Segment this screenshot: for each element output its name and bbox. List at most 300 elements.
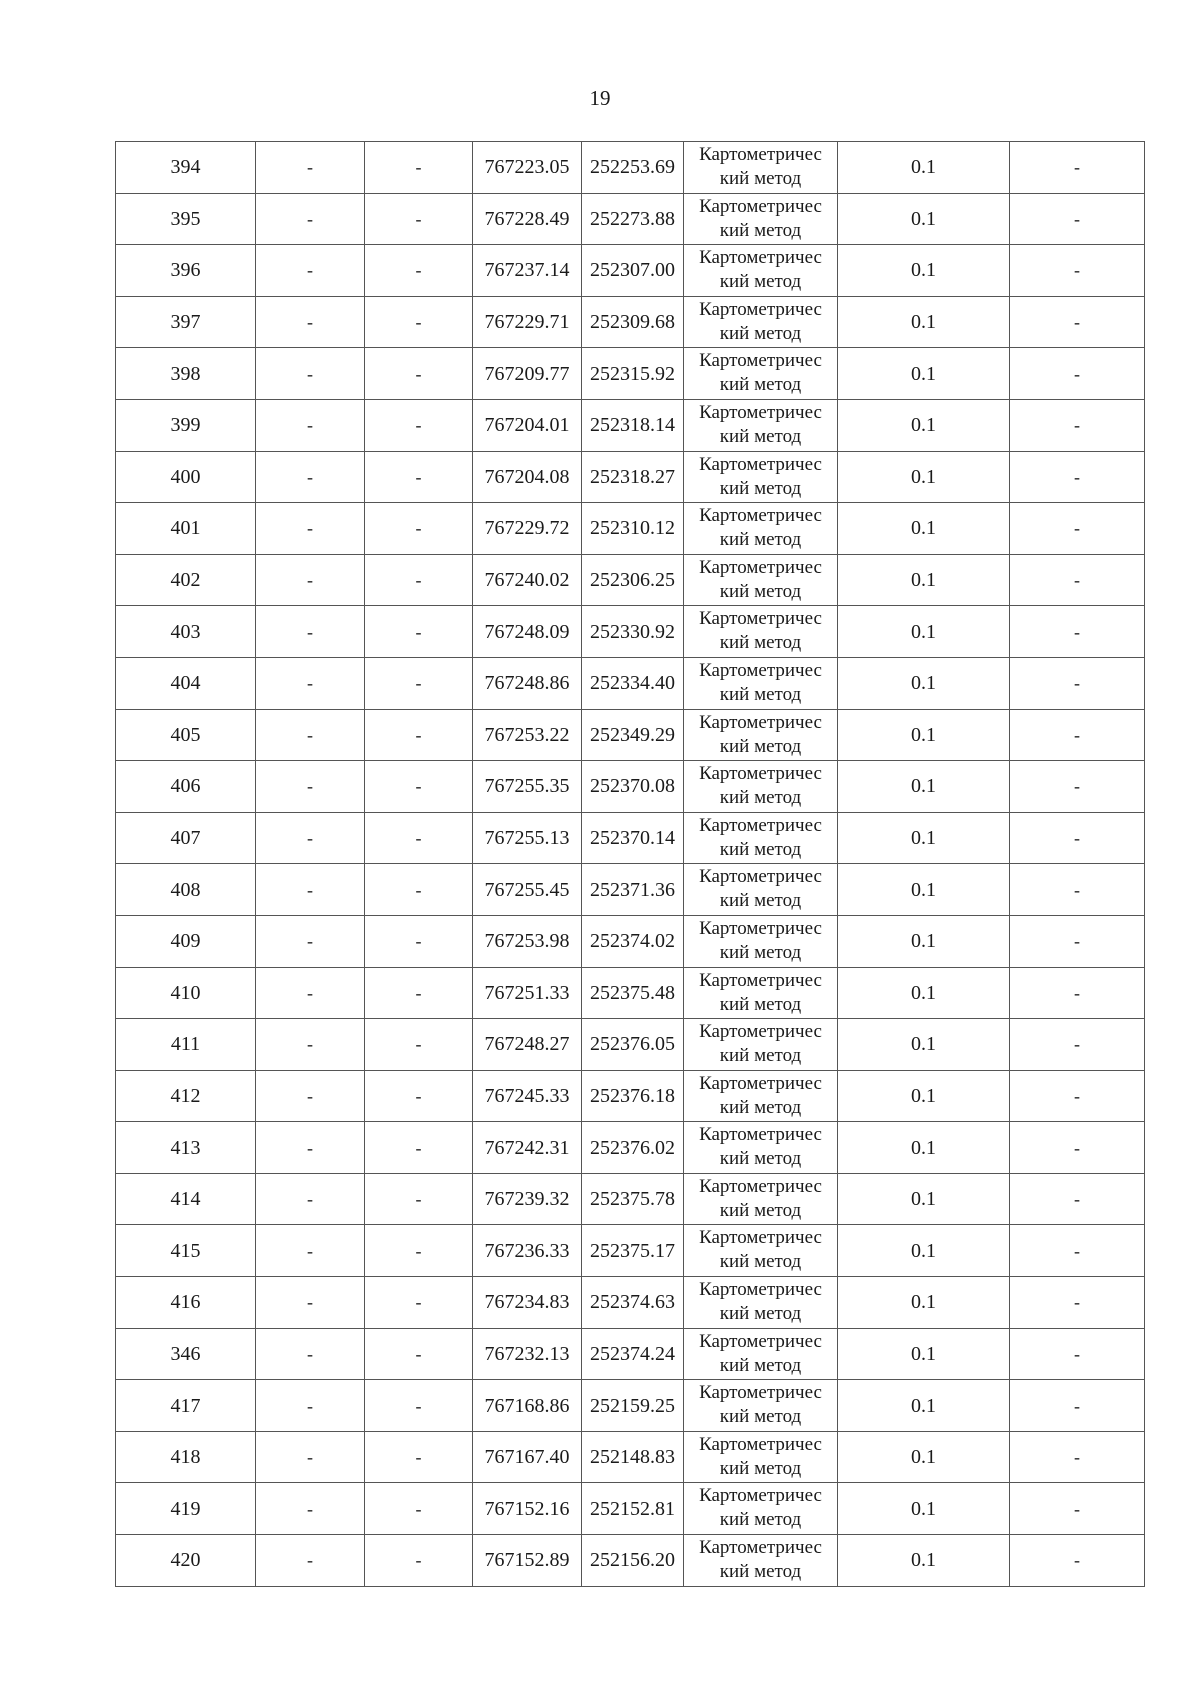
empty-dash-cell: - — [1010, 1019, 1145, 1071]
method-line-1: Картометричес — [699, 1072, 822, 1094]
point-number-cell: 420 — [116, 1535, 256, 1587]
empty-dash-cell: - — [365, 1277, 473, 1329]
table-row — [116, 1173, 1145, 1225]
accuracy-cell: 0.1 — [838, 1122, 1010, 1174]
accuracy-cell: 0.1 — [838, 1277, 1010, 1329]
empty-dash-cell: - — [256, 967, 365, 1019]
x-coordinate-cell: 767204.01 — [473, 399, 582, 451]
empty-dash-cell: - — [1010, 1173, 1145, 1225]
method-line-1: Картометричес — [699, 350, 822, 372]
method-cell — [684, 193, 838, 245]
y-coordinate-cell: 252156.20 — [582, 1535, 684, 1587]
empty-dash-cell: - — [1010, 915, 1145, 967]
point-number-cell: 398 — [116, 348, 256, 400]
empty-dash-cell: - — [1010, 864, 1145, 916]
accuracy-cell: 0.1 — [838, 967, 1010, 1019]
accuracy-cell: 0.1 — [838, 709, 1010, 761]
table-body — [116, 142, 1145, 1587]
method-line-2: кий метод — [719, 941, 802, 963]
accuracy-cell: 0.1 — [838, 193, 1010, 245]
table-row — [116, 451, 1145, 503]
y-coordinate-cell: 252318.14 — [582, 399, 684, 451]
table-row — [116, 554, 1145, 606]
table-row — [116, 348, 1145, 400]
x-coordinate-cell: 767232.13 — [473, 1328, 582, 1380]
empty-dash-cell: - — [1010, 142, 1145, 194]
method-line-1: Картометричес — [699, 969, 822, 991]
method-line-2: кий метод — [719, 271, 802, 293]
point-number-cell: 397 — [116, 296, 256, 348]
accuracy-cell: 0.1 — [838, 1328, 1010, 1380]
method-cell — [684, 296, 838, 348]
x-coordinate-cell: 767229.72 — [473, 503, 582, 555]
empty-dash-cell: - — [365, 1122, 473, 1174]
accuracy-cell: 0.1 — [838, 1225, 1010, 1277]
method-line-2: кий метод — [719, 477, 802, 499]
table-row — [116, 915, 1145, 967]
empty-dash-cell: - — [1010, 554, 1145, 606]
x-coordinate-cell: 767248.09 — [473, 606, 582, 658]
empty-dash-cell: - — [256, 1328, 365, 1380]
x-coordinate-cell: 767234.83 — [473, 1277, 582, 1329]
y-coordinate-cell: 252376.02 — [582, 1122, 684, 1174]
empty-dash-cell: - — [365, 399, 473, 451]
method-cell — [684, 554, 838, 606]
x-coordinate-cell: 767168.86 — [473, 1380, 582, 1432]
table-row — [116, 399, 1145, 451]
method-cell — [684, 399, 838, 451]
method-cell — [684, 142, 838, 194]
method-line-2: кий метод — [719, 632, 802, 654]
method-line-1: Картометричес — [699, 866, 822, 888]
x-coordinate-cell: 767209.77 — [473, 348, 582, 400]
y-coordinate-cell: 252148.83 — [582, 1431, 684, 1483]
method-line-2: кий метод — [719, 683, 802, 705]
y-coordinate-cell: 252370.14 — [582, 812, 684, 864]
empty-dash-cell: - — [256, 709, 365, 761]
empty-dash-cell: - — [365, 915, 473, 967]
empty-dash-cell: - — [365, 1380, 473, 1432]
y-coordinate-cell: 252376.18 — [582, 1070, 684, 1122]
x-coordinate-cell: 767253.22 — [473, 709, 582, 761]
point-number-cell: 346 — [116, 1328, 256, 1380]
point-number-cell: 405 — [116, 709, 256, 761]
accuracy-cell: 0.1 — [838, 554, 1010, 606]
point-number-cell: 394 — [116, 142, 256, 194]
accuracy-cell: 0.1 — [838, 451, 1010, 503]
method-line-2: кий метод — [719, 1457, 802, 1479]
method-line-1: Картометричес — [699, 814, 822, 836]
x-coordinate-cell: 767251.33 — [473, 967, 582, 1019]
y-coordinate-cell: 252374.63 — [582, 1277, 684, 1329]
method-line-2: кий метод — [719, 1096, 802, 1118]
method-line-1: Картометричес — [699, 1227, 822, 1249]
table-row — [116, 709, 1145, 761]
point-number-cell: 418 — [116, 1431, 256, 1483]
x-coordinate-cell: 767237.14 — [473, 245, 582, 297]
empty-dash-cell: - — [1010, 1431, 1145, 1483]
empty-dash-cell: - — [1010, 399, 1145, 451]
method-cell — [684, 812, 838, 864]
x-coordinate-cell: 767248.86 — [473, 657, 582, 709]
method-line-1: Картометричес — [699, 195, 822, 217]
empty-dash-cell: - — [365, 142, 473, 194]
empty-dash-cell: - — [1010, 761, 1145, 813]
y-coordinate-cell: 252334.40 — [582, 657, 684, 709]
empty-dash-cell: - — [365, 1019, 473, 1071]
point-number-cell: 416 — [116, 1277, 256, 1329]
table-row — [116, 1070, 1145, 1122]
method-line-1: Картометричес — [699, 505, 822, 527]
empty-dash-cell: - — [365, 1173, 473, 1225]
table-row — [116, 1122, 1145, 1174]
empty-dash-cell: - — [256, 915, 365, 967]
accuracy-cell: 0.1 — [838, 606, 1010, 658]
accuracy-cell: 0.1 — [838, 657, 1010, 709]
method-line-1: Картометричес — [699, 659, 822, 681]
empty-dash-cell: - — [365, 1535, 473, 1587]
method-line-2: кий метод — [719, 1303, 802, 1325]
method-line-1: Картометричес — [699, 608, 822, 630]
empty-dash-cell: - — [1010, 1277, 1145, 1329]
table-row — [116, 657, 1145, 709]
x-coordinate-cell: 767204.08 — [473, 451, 582, 503]
point-number-cell: 408 — [116, 864, 256, 916]
y-coordinate-cell: 252376.05 — [582, 1019, 684, 1071]
table-row — [116, 1535, 1145, 1587]
point-number-cell: 399 — [116, 399, 256, 451]
point-number-cell: 395 — [116, 193, 256, 245]
empty-dash-cell: - — [256, 1070, 365, 1122]
empty-dash-cell: - — [1010, 1483, 1145, 1535]
method-line-2: кий метод — [719, 1561, 802, 1583]
empty-dash-cell: - — [365, 554, 473, 606]
empty-dash-cell: - — [365, 1070, 473, 1122]
empty-dash-cell: - — [256, 1380, 365, 1432]
y-coordinate-cell: 252374.24 — [582, 1328, 684, 1380]
method-line-2: кий метод — [719, 787, 802, 809]
method-line-2: кий метод — [719, 1045, 802, 1067]
table-row — [116, 812, 1145, 864]
empty-dash-cell: - — [256, 1535, 365, 1587]
method-line-1: Картометричес — [699, 298, 822, 320]
empty-dash-cell: - — [365, 193, 473, 245]
method-line-1: Картометричес — [699, 1537, 822, 1559]
y-coordinate-cell: 252310.12 — [582, 503, 684, 555]
empty-dash-cell: - — [256, 1173, 365, 1225]
method-line-1: Картометричес — [699, 917, 822, 939]
method-line-2: кий метод — [719, 890, 802, 912]
method-line-2: кий метод — [719, 1354, 802, 1376]
accuracy-cell: 0.1 — [838, 296, 1010, 348]
y-coordinate-cell: 252152.81 — [582, 1483, 684, 1535]
x-coordinate-cell: 767228.49 — [473, 193, 582, 245]
point-number-cell: 410 — [116, 967, 256, 1019]
empty-dash-cell: - — [365, 709, 473, 761]
empty-dash-cell: - — [1010, 1328, 1145, 1380]
accuracy-cell: 0.1 — [838, 864, 1010, 916]
method-line-2: кий метод — [719, 1251, 802, 1273]
method-line-2: кий метод — [719, 580, 802, 602]
accuracy-cell: 0.1 — [838, 245, 1010, 297]
method-cell — [684, 245, 838, 297]
point-number-cell: 402 — [116, 554, 256, 606]
empty-dash-cell: - — [256, 554, 365, 606]
empty-dash-cell: - — [365, 1431, 473, 1483]
x-coordinate-cell: 767255.45 — [473, 864, 582, 916]
accuracy-cell: 0.1 — [838, 142, 1010, 194]
table-row — [116, 245, 1145, 297]
empty-dash-cell: - — [1010, 296, 1145, 348]
y-coordinate-cell: 252273.88 — [582, 193, 684, 245]
method-line-2: кий метод — [719, 1509, 802, 1531]
empty-dash-cell: - — [365, 967, 473, 1019]
point-number-cell: 404 — [116, 657, 256, 709]
method-cell — [684, 1431, 838, 1483]
accuracy-cell: 0.1 — [838, 503, 1010, 555]
empty-dash-cell: - — [365, 657, 473, 709]
x-coordinate-cell: 767253.98 — [473, 915, 582, 967]
method-cell — [684, 503, 838, 555]
point-number-cell: 409 — [116, 915, 256, 967]
method-line-2: кий метод — [719, 993, 802, 1015]
table-row — [116, 967, 1145, 1019]
method-cell — [684, 1535, 838, 1587]
x-coordinate-cell: 767242.31 — [473, 1122, 582, 1174]
point-number-cell: 412 — [116, 1070, 256, 1122]
method-line-1: Картометричес — [699, 711, 822, 733]
empty-dash-cell: - — [1010, 606, 1145, 658]
point-number-cell: 407 — [116, 812, 256, 864]
method-line-1: Картометричес — [699, 401, 822, 423]
empty-dash-cell: - — [256, 1277, 365, 1329]
empty-dash-cell: - — [256, 399, 365, 451]
empty-dash-cell: - — [1010, 1225, 1145, 1277]
x-coordinate-cell: 767229.71 — [473, 296, 582, 348]
method-cell — [684, 864, 838, 916]
method-line-2: кий метод — [719, 322, 802, 344]
accuracy-cell: 0.1 — [838, 1019, 1010, 1071]
accuracy-cell: 0.1 — [838, 1535, 1010, 1587]
page-number: 19 — [589, 86, 611, 110]
point-number-cell: 411 — [116, 1019, 256, 1071]
empty-dash-cell: - — [365, 348, 473, 400]
y-coordinate-cell: 252330.92 — [582, 606, 684, 658]
y-coordinate-cell: 252374.02 — [582, 915, 684, 967]
table-row — [116, 864, 1145, 916]
point-number-cell: 401 — [116, 503, 256, 555]
empty-dash-cell: - — [256, 451, 365, 503]
empty-dash-cell: - — [256, 864, 365, 916]
table-row — [116, 606, 1145, 658]
empty-dash-cell: - — [365, 296, 473, 348]
method-line-1: Картометричес — [699, 1382, 822, 1404]
point-number-cell: 414 — [116, 1173, 256, 1225]
empty-dash-cell: - — [256, 142, 365, 194]
table-row — [116, 761, 1145, 813]
method-cell — [684, 967, 838, 1019]
y-coordinate-cell: 252375.17 — [582, 1225, 684, 1277]
empty-dash-cell: - — [256, 503, 365, 555]
method-cell — [684, 1328, 838, 1380]
method-cell — [684, 1225, 838, 1277]
x-coordinate-cell: 767152.89 — [473, 1535, 582, 1587]
y-coordinate-cell: 252370.08 — [582, 761, 684, 813]
method-line-1: Картометричес — [699, 556, 822, 578]
method-line-2: кий метод — [719, 1148, 802, 1170]
accuracy-cell: 0.1 — [838, 1070, 1010, 1122]
empty-dash-cell: - — [365, 1328, 473, 1380]
x-coordinate-cell: 767239.32 — [473, 1173, 582, 1225]
method-cell — [684, 606, 838, 658]
method-line-1: Картометричес — [699, 1175, 822, 1197]
x-coordinate-cell: 767236.33 — [473, 1225, 582, 1277]
empty-dash-cell: - — [1010, 1380, 1145, 1432]
point-number-cell: 419 — [116, 1483, 256, 1535]
point-number-cell: 415 — [116, 1225, 256, 1277]
empty-dash-cell: - — [1010, 1070, 1145, 1122]
y-coordinate-cell: 252253.69 — [582, 142, 684, 194]
empty-dash-cell: - — [365, 864, 473, 916]
x-coordinate-cell: 767152.16 — [473, 1483, 582, 1535]
empty-dash-cell: - — [1010, 1122, 1145, 1174]
empty-dash-cell: - — [365, 245, 473, 297]
x-coordinate-cell: 767255.13 — [473, 812, 582, 864]
x-coordinate-cell: 767167.40 — [473, 1431, 582, 1483]
y-coordinate-cell: 252307.00 — [582, 245, 684, 297]
method-line-1: Картометричес — [699, 1124, 822, 1146]
empty-dash-cell: - — [365, 1483, 473, 1535]
accuracy-cell: 0.1 — [838, 1483, 1010, 1535]
empty-dash-cell: - — [256, 1483, 365, 1535]
empty-dash-cell: - — [365, 761, 473, 813]
point-number-cell: 396 — [116, 245, 256, 297]
empty-dash-cell: - — [365, 812, 473, 864]
method-line-2: кий метод — [719, 529, 802, 551]
point-number-cell: 413 — [116, 1122, 256, 1174]
method-cell — [684, 761, 838, 813]
empty-dash-cell: - — [1010, 967, 1145, 1019]
y-coordinate-cell: 252306.25 — [582, 554, 684, 606]
empty-dash-cell: - — [1010, 709, 1145, 761]
empty-dash-cell: - — [1010, 1535, 1145, 1587]
empty-dash-cell: - — [1010, 812, 1145, 864]
accuracy-cell: 0.1 — [838, 915, 1010, 967]
method-line-1: Картометричес — [699, 1485, 822, 1507]
empty-dash-cell: - — [256, 348, 365, 400]
table-row — [116, 1431, 1145, 1483]
table-row — [116, 1483, 1145, 1535]
method-line-1: Картометричес — [699, 763, 822, 785]
table-row — [116, 193, 1145, 245]
table-row — [116, 503, 1145, 555]
method-line-2: кий метод — [719, 168, 802, 189]
table-row — [116, 296, 1145, 348]
empty-dash-cell: - — [365, 503, 473, 555]
method-line-1: Картометричес — [699, 1279, 822, 1301]
method-line-2: кий метод — [719, 374, 802, 396]
empty-dash-cell: - — [256, 657, 365, 709]
accuracy-cell: 0.1 — [838, 1173, 1010, 1225]
point-number-cell: 400 — [116, 451, 256, 503]
method-cell — [684, 1019, 838, 1071]
empty-dash-cell: - — [365, 1225, 473, 1277]
table-row — [116, 1225, 1145, 1277]
method-cell — [684, 1277, 838, 1329]
empty-dash-cell: - — [1010, 503, 1145, 555]
method-cell — [684, 1122, 838, 1174]
empty-dash-cell: - — [256, 1431, 365, 1483]
method-line-1: Картометричес — [699, 247, 822, 269]
x-coordinate-cell: 767255.35 — [473, 761, 582, 813]
empty-dash-cell: - — [256, 1225, 365, 1277]
table-row — [116, 1380, 1145, 1432]
empty-dash-cell: - — [1010, 451, 1145, 503]
empty-dash-cell: - — [256, 296, 365, 348]
method-line-1: Картометричес — [699, 1330, 822, 1352]
method-line-2: кий метод — [719, 838, 802, 860]
method-line-2: кий метод — [719, 1406, 802, 1428]
method-cell — [684, 1380, 838, 1432]
point-number-cell: 406 — [116, 761, 256, 813]
y-coordinate-cell: 252315.92 — [582, 348, 684, 400]
x-coordinate-cell: 767240.02 — [473, 554, 582, 606]
method-cell — [684, 451, 838, 503]
table-row — [116, 1019, 1145, 1071]
accuracy-cell: 0.1 — [838, 348, 1010, 400]
y-coordinate-cell: 252159.25 — [582, 1380, 684, 1432]
empty-dash-cell: - — [1010, 245, 1145, 297]
empty-dash-cell: - — [1010, 657, 1145, 709]
empty-dash-cell: - — [256, 761, 365, 813]
empty-dash-cell: - — [256, 812, 365, 864]
method-line-1: Картометричес — [699, 144, 822, 165]
y-coordinate-cell: 252349.29 — [582, 709, 684, 761]
empty-dash-cell: - — [1010, 348, 1145, 400]
x-coordinate-cell: 767248.27 — [473, 1019, 582, 1071]
empty-dash-cell: - — [256, 193, 365, 245]
accuracy-cell: 0.1 — [838, 1380, 1010, 1432]
method-cell — [684, 657, 838, 709]
empty-dash-cell: - — [256, 1019, 365, 1071]
accuracy-cell: 0.1 — [838, 812, 1010, 864]
y-coordinate-cell: 252371.36 — [582, 864, 684, 916]
method-cell — [684, 1070, 838, 1122]
method-line-1: Картометричес — [699, 453, 822, 475]
empty-dash-cell: - — [365, 606, 473, 658]
table-row — [116, 142, 1145, 194]
empty-dash-cell: - — [365, 451, 473, 503]
table-row — [116, 1277, 1145, 1329]
method-line-1: Картометричес — [699, 1021, 822, 1043]
method-cell — [684, 709, 838, 761]
method-cell — [684, 1173, 838, 1225]
y-coordinate-cell: 252375.78 — [582, 1173, 684, 1225]
empty-dash-cell: - — [256, 606, 365, 658]
x-coordinate-cell: 767223.05 — [473, 142, 582, 194]
accuracy-cell: 0.1 — [838, 761, 1010, 813]
empty-dash-cell: - — [256, 245, 365, 297]
y-coordinate-cell: 252375.48 — [582, 967, 684, 1019]
method-line-2: кий метод — [719, 735, 802, 757]
method-line-2: кий метод — [719, 425, 802, 447]
empty-dash-cell: - — [256, 1122, 365, 1174]
coordinates-table — [115, 141, 1145, 1587]
accuracy-cell: 0.1 — [838, 1431, 1010, 1483]
method-line-2: кий метод — [719, 1199, 802, 1221]
method-cell — [684, 915, 838, 967]
point-number-cell: 403 — [116, 606, 256, 658]
